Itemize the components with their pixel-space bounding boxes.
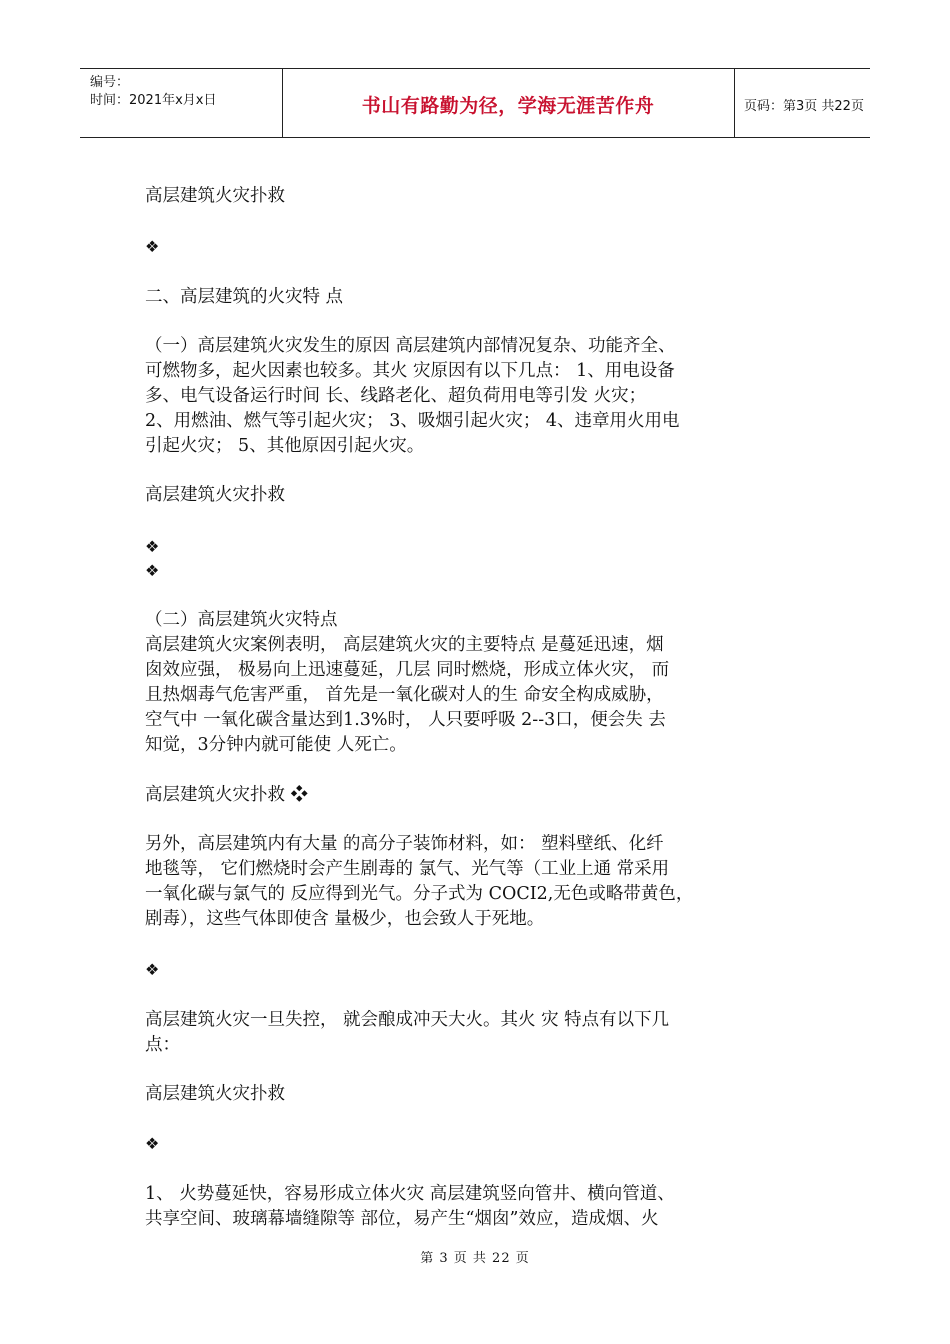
paragraph-line: 剧毒），这些气体即使含 量极少，也会致人于死地。	[145, 909, 545, 929]
paragraph-line: 2、用燃油、燃气等引起火灾； 3、吸烟引起火灾； 4、违章用火用电	[145, 411, 680, 431]
paragraph-line: 共享空间、玻璃幕墙缝隙等 部位，易产生“烟囱”效应，造成烟、火	[145, 1209, 659, 1229]
paragraph-line: 高层建筑火灾案例表明， 高层建筑火灾的主要特点 是蔓延迅速，烟	[145, 635, 664, 655]
paragraph-line: 空气中 一氧化碳含量达到1.3%时， 人只要呼吸 2--3口，便会失 去	[145, 710, 666, 730]
paragraph-causes	[145, 334, 810, 459]
paragraph-line: 1、 火势蔓延快，容易形成立体火灾 高层建筑竖向管井、横向管道、	[145, 1184, 675, 1204]
document-time-label: 时间：2021年x月x日	[90, 93, 217, 108]
section-title: 高层建筑火灾扑救	[145, 1084, 285, 1104]
paragraph-line: 高层建筑火灾一旦失控， 就会酿成冲天大火。其火 灾 特点有以下几	[145, 1010, 670, 1030]
paragraph-line: 另外，高层建筑内有大量 的高分子装饰材料，如： 塑料壁纸、化纤	[145, 834, 664, 854]
bullet-icon: ❖	[145, 1134, 160, 1153]
paragraph-features	[145, 608, 810, 758]
paragraph-line: 且热烟毒气危害严重， 首先是一氧化碳对人的生 命安全构成威胁，	[145, 685, 664, 705]
paragraph-line: （一）高层建筑火灾发生的原因 高层建筑内部情况复杂、功能齐全、	[145, 336, 676, 356]
paragraph-line: （二）高层建筑火灾特点	[145, 610, 338, 630]
page-footer: 第 3 页 共 22 页	[420, 1251, 530, 1266]
paragraph-intro	[145, 1008, 810, 1058]
bullet-icon: ❖	[145, 561, 160, 580]
paragraph-line: 一氧化碳与氯气的 反应得到光气。分子式为 COCI2,无色或略带黄色，	[145, 884, 694, 904]
header-meta-cell	[80, 69, 283, 137]
header-motto-cell	[282, 69, 735, 137]
paragraph-line: 地毯等， 它们燃烧时会产生剧毒的 氯气、光气等（工业上通 常采用	[145, 859, 670, 879]
section-title: 高层建筑火灾扑救	[145, 485, 285, 505]
bullet-icon: ❖	[145, 237, 160, 256]
bullet-icon: ❖	[145, 960, 160, 979]
paragraph-line: 可燃物多，起火因素也较多。其火 灾原因有以下几点： 1、用电设备	[145, 361, 675, 381]
paragraph-line: 多、电气设备运行时间 长、线路老化、超负荷用电等引发 火灾；	[145, 386, 647, 406]
header-page-info: 页码：第3页 共22页	[744, 99, 864, 114]
document-header	[80, 68, 870, 138]
header-page-cell	[734, 69, 870, 137]
document-number-label: 编号：	[90, 75, 130, 90]
paragraph-line: 点：	[145, 1035, 180, 1055]
bullet-icon: ❖	[145, 537, 160, 556]
section-title: 高层建筑火灾扑救	[145, 186, 285, 206]
paragraph-line: 引起火灾； 5、其他原因引起火灾。	[145, 436, 425, 456]
section-title: 高层建筑火灾扑救 ❖	[145, 785, 309, 805]
header-motto: 书山有路勤为径，学海无涯苦作舟	[361, 95, 655, 117]
section-heading: 二、高层建筑的火灾特 点	[145, 287, 344, 307]
paragraph-line: 知觉，3分钟内就可能使 人死亡。	[145, 735, 407, 755]
paragraph-materials	[145, 832, 810, 932]
paragraph-line: 囱效应强， 极易向上迅速蔓延，几层 同时燃烧，形成立体火灾， 而	[145, 660, 670, 680]
paragraph-spread	[145, 1182, 810, 1232]
